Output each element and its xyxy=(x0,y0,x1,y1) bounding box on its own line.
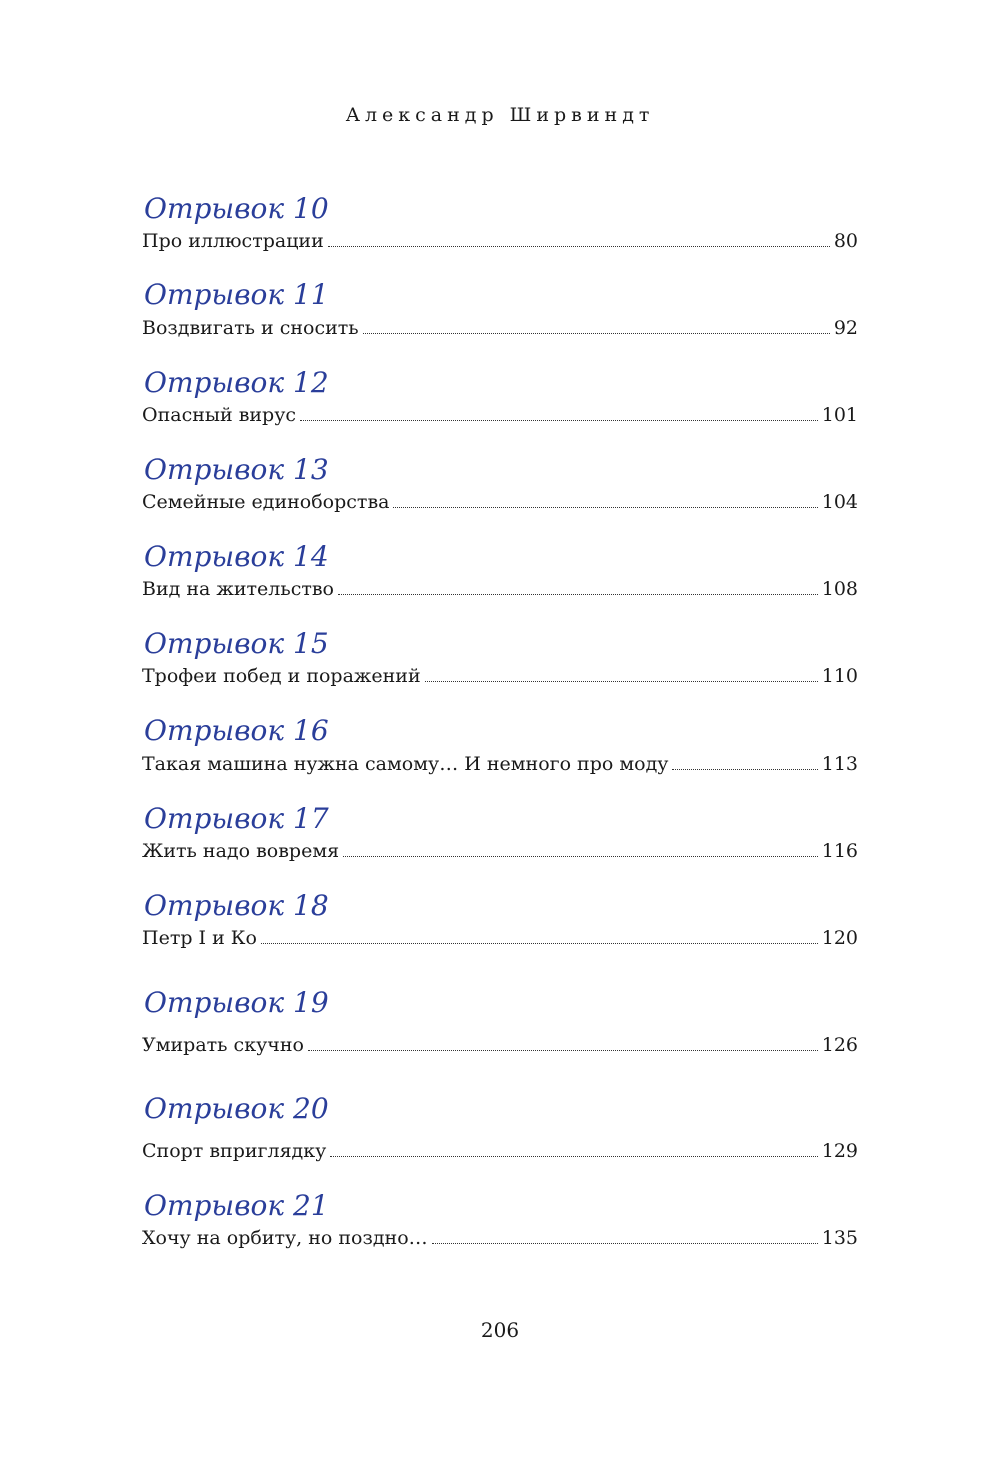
dot-leader xyxy=(261,943,818,944)
dot-leader xyxy=(343,856,818,857)
toc-line[interactable] xyxy=(142,1226,858,1250)
page-number: 110 xyxy=(821,665,858,687)
toc-line[interactable] xyxy=(142,664,858,688)
handwritten-label xyxy=(142,1086,372,1138)
chapter-title: Семейные единоборства xyxy=(142,491,390,513)
page-number: 113 xyxy=(821,753,858,775)
svg-text:Отрывок 15: Отрывок 15 xyxy=(144,627,329,660)
svg-text:Отрывок 14: Отрывок 14 xyxy=(144,540,329,573)
dot-leader xyxy=(330,1156,817,1157)
svg-text:Отрывок 11: Отрывок 11 xyxy=(144,278,329,311)
svg-text:Отрывок 13: Отрывок 13 xyxy=(144,453,329,486)
svg-text:Отрывок 17: Отрывок 17 xyxy=(144,802,329,835)
chapter-title: Вид на жительство xyxy=(142,578,334,600)
page-number: 108 xyxy=(821,578,858,600)
svg-text:Отрывок 18: Отрывок 18 xyxy=(144,889,329,922)
page-number: 80 xyxy=(833,230,858,252)
toc-line[interactable] xyxy=(142,926,858,950)
svg-text:Отрывок 21: Отрывок 21 xyxy=(144,1189,329,1222)
toc-line[interactable] xyxy=(142,577,858,601)
page-number-footer: 206 xyxy=(480,1318,520,1342)
chapter-title: Трофеи побед и поражений xyxy=(142,665,421,687)
chapter-title: Такая машина нужна самому… И немного про моду xyxy=(142,753,669,775)
toc-line[interactable] xyxy=(142,490,858,514)
toc-line[interactable] xyxy=(142,1139,858,1163)
dot-leader xyxy=(300,420,818,421)
chapter-title: Умирать скучно xyxy=(142,1034,304,1056)
chapter-title: Опасный вирус xyxy=(142,404,297,426)
dot-leader xyxy=(328,246,830,247)
page-number: 135 xyxy=(821,1227,858,1249)
chapter-title: Воздвигать и сносить xyxy=(142,317,359,339)
svg-text:Отрывок 19: Отрывок 19 xyxy=(144,986,329,1019)
toc-line[interactable] xyxy=(142,229,858,253)
dot-leader xyxy=(672,769,817,770)
dot-leader xyxy=(432,1243,818,1244)
dot-leader xyxy=(393,507,817,508)
page-number: 104 xyxy=(821,491,858,513)
page-number: 129 xyxy=(821,1140,858,1162)
dot-leader xyxy=(425,681,818,682)
toc-line[interactable] xyxy=(142,752,858,776)
running-head: Александр Ширвиндт xyxy=(345,104,655,126)
chapter-title: Про иллюстрации xyxy=(142,230,324,252)
dot-leader xyxy=(338,594,818,595)
page-number: 126 xyxy=(821,1034,858,1056)
page-number: 116 xyxy=(821,840,858,862)
page-number: 120 xyxy=(821,927,858,949)
chapter-title: Жить надо вовремя xyxy=(142,840,340,862)
page-number: 92 xyxy=(833,317,858,339)
chapter-title: Спорт вприглядку xyxy=(142,1140,327,1162)
toc-line[interactable] xyxy=(142,1033,858,1057)
dot-leader xyxy=(308,1050,818,1051)
toc-line[interactable] xyxy=(142,316,858,340)
toc-line[interactable] xyxy=(142,403,858,427)
dot-leader xyxy=(363,333,830,334)
svg-text:Отрывок 16: Отрывок 16 xyxy=(144,714,329,747)
page-number: 101 xyxy=(821,404,858,426)
toc-line[interactable] xyxy=(142,839,858,863)
handwritten-label xyxy=(142,980,372,1032)
svg-text:Отрывок 20: Отрывок 20 xyxy=(144,1092,329,1125)
svg-text:Отрывок 12: Отрывок 12 xyxy=(144,366,329,399)
chapter-title: Петр I и Ко xyxy=(142,927,257,949)
chapter-title: Хочу на орбиту, но поздно… xyxy=(142,1227,428,1249)
svg-text:Отрывок 10: Отрывок 10 xyxy=(144,192,329,225)
